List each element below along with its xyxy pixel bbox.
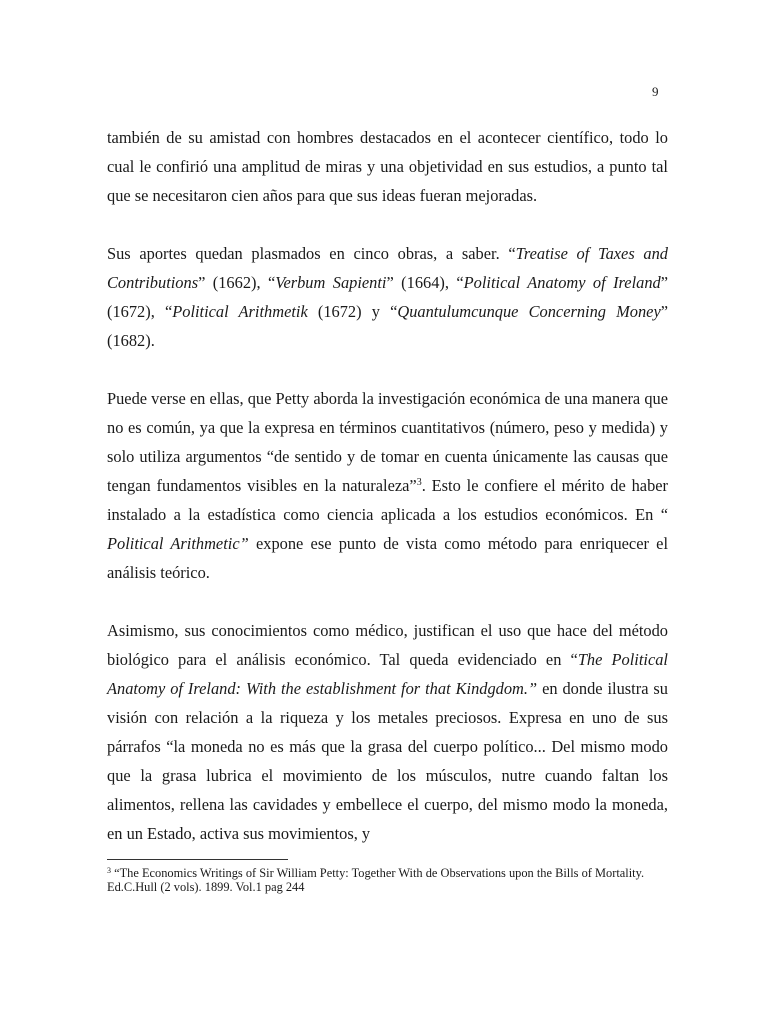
work-title-treatise: Treatise of Taxes and Contributions <box>107 244 668 292</box>
paragraph-2-date-2: ” (1664), “ <box>386 273 464 292</box>
work-title-arithmetik: Political Arithmetik <box>172 302 308 321</box>
paragraph-4 <box>107 616 668 848</box>
paragraph-3 <box>107 384 668 587</box>
footnote-text: “The Economics Writings of Sir William Petty: Together With de Observations upon the Bills of Mortality. Ed.C.Hull (2 vols). 1899. Vol.1 pag 244 <box>107 866 645 894</box>
paragraph-3-tail: expone ese punto de vista como método para enriquecer el análisis teórico. <box>107 534 669 582</box>
paragraph-2 <box>107 239 668 355</box>
work-title-political-arithmetic: Political Arithmetic” <box>107 534 249 553</box>
footnote-separator <box>107 859 288 860</box>
paragraph-4-intro: Asimismo, sus conocimientos como médico, justifican el uso que hace del método biológico para el análisis económico. Tal queda evidenciado en “ <box>107 621 668 669</box>
footnote-reference[interactable]: 3 <box>416 477 422 488</box>
footnote-number: 3 <box>107 866 111 875</box>
work-title-quantulumcunque: Quantulumcunque Concerning Money <box>397 302 661 321</box>
paragraph-2-date-5: ” (1682). <box>107 302 669 350</box>
page-number: 9 <box>652 84 659 99</box>
paragraph-3-continued: . Esto le confiere el mérito de haber instalado a la estadística como ciencia aplicada a los estudios económicos. En “ <box>107 476 668 524</box>
paragraph-3-text: Puede verse en ellas, que Petty aborda la investigación económica de una manera que no es común, ya que la expresa en términos cuantitativos (número, peso y medida) y solo utiliza argumentos “de sentido y de tomar en cuenta únicamente las causas que tengan fundamentos visibles en la naturaleza” <box>107 389 668 495</box>
work-title-anatomy: Political Anatomy of Ireland <box>463 273 661 292</box>
paragraph-2-date-4: (1672) y “ <box>307 302 398 321</box>
paragraph-4-tail: en donde ilustra su visión con relación a la riqueza y los metales preciosos. Expresa en uno de sus párrafos “la moneda no es más que la grasa del cuerpo político... Del mismo modo que la grasa lubrica el movimiento de los músculos, nutre cuando faltan los alimentos, rellena las cavidades y embellece el cuerpo, del mismo modo la moneda, en un Estado, activa sus movimientos, y <box>107 679 668 843</box>
work-title-verbum: Verbum Sapienti <box>275 273 387 292</box>
paragraph-2-date-3: ” (1672), “ <box>107 273 669 321</box>
footnote <box>107 866 668 894</box>
paragraph-2-intro: Sus aportes quedan plasmados en cinco obras, a saber. “ <box>107 244 516 263</box>
body-text <box>107 123 668 848</box>
paragraph-1: también de su amistad con hombres destacados en el acontecer científico, todo lo cual le confirió una amplitud de miras y una objetividad en sus estudios, a punto tal que se necesitaron cien años para que sus ideas fueran mejoradas. <box>107 128 668 205</box>
work-title-political-anatomy-ireland: The Political Anatomy of Ireland: With the establishment for that Kindgdom.” <box>107 650 668 698</box>
paragraph-2-date-1: ” (1662), “ <box>198 273 276 292</box>
